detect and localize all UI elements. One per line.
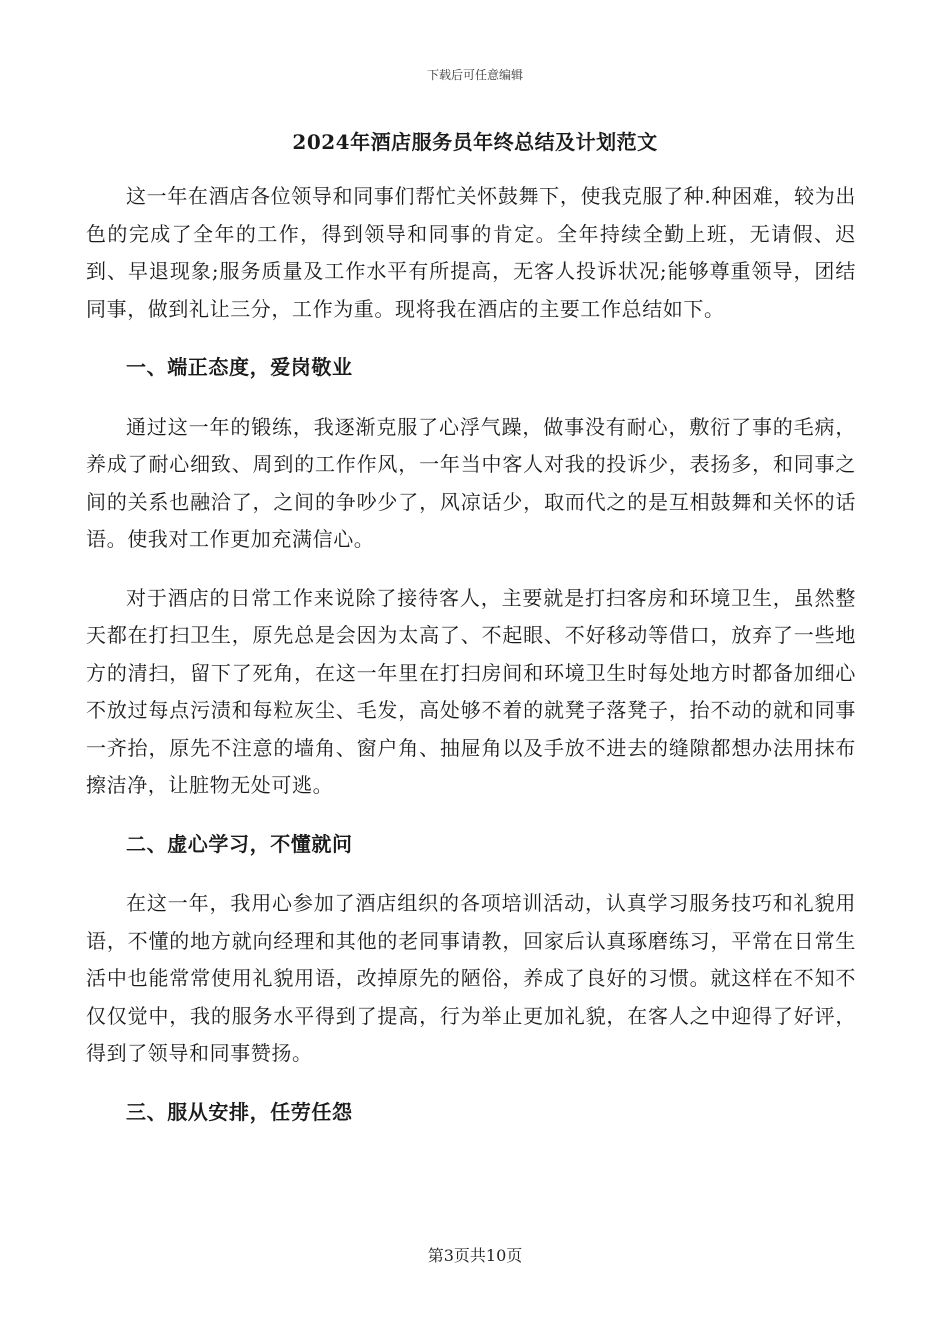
section-1-paragraph-1: 通过这一年的锻练，我逐渐克服了心浮气躁，做事没有耐心，敷衍了事的毛病，养成了耐心细致、周到的工作作风，一年当中客人对我的投诉少，表扬多，和同事之间的关系也融洽了，之间的争吵少了，风凉话少，取而代之的是互相鼓舞和关怀的话语。使我对工作更加充满信心。 — [86, 414, 856, 551]
section-2-paragraph-1: 在这一年，我用心参加了酒店组织的各项培训活动，认真学习服务技巧和礼貌用语，不懂的地方就向经理和其他的老同事请教，回家后认真琢磨练习，平常在日常生活中也能常常使用礼貌用语，改掉原先的陋俗，养成了良好的习惯。就这样在不知不仅仅觉中，我的服务水平得到了提高，行为举止更加礼貌，在客人之中迎得了好评，得到了领导和同事赞扬。 — [86, 891, 856, 1065]
intro-paragraph: 这一年在酒店各位领导和同事们帮忙关怀鼓舞下，使我克服了种.种困难，较为出色的完成了全年的工作，得到领导和同事的肯定。全年持续全勤上班，无请假、迟到、早退现象;服务质量及工作水平有所提高，无客人投诉状况;能够尊重领导，团结同事，做到礼让三分，工作为重。现将我在酒店的主要工作总结如下。 — [86, 184, 856, 321]
section-heading-3: 三、服从安排，任劳任怨 — [126, 1099, 353, 1124]
header-note: 下载后可任意编辑 — [426, 68, 523, 82]
section-heading-2: 二、虚心学习，不懂就问 — [126, 831, 353, 856]
document-body — [86, 178, 856, 1153]
section-1-paragraph-2: 对于酒店的日常工作来说除了接待客人，主要就是打扫客房和环境卫生，虽然整天都在打扫卫生，原先总是会因为太高了、不起眼、不好移动等借口，放弃了一些地方的清扫，留下了死角，在这一年里在打扫房间和环境卫生时每处地方时都备加细心不放过每点污渍和每粒灰尘、毛发，高处够不着的就凳子落凳子，抬不动的就和同事一齐抬，原先不注意的墙角、窗户角、抽屉角以及手放不进去的缝隙都想办法用抹布擦洁净，让脏物无处可逃。 — [86, 585, 856, 797]
section-heading-1: 一、端正态度，爱岗敬业 — [126, 355, 353, 379]
page-number: 第3页共10页 — [427, 1246, 523, 1265]
document-title: 2024年酒店服务员年终总结及计划范文 — [292, 130, 658, 154]
